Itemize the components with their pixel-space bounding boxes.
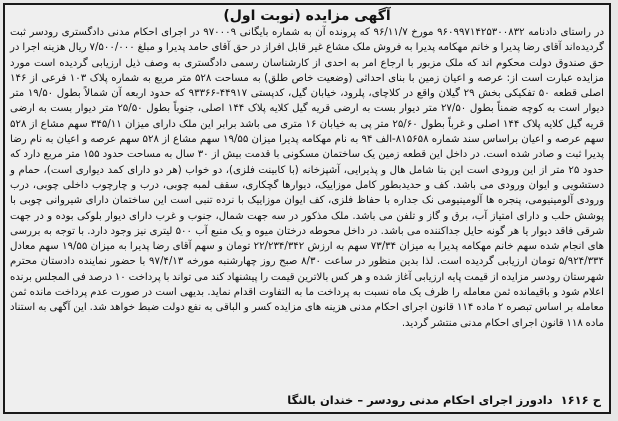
notice-title: آگهی مزایده (نوبت اول) — [223, 8, 391, 24]
reference-number: ح ۱۶۱۶ — [560, 393, 601, 407]
signature-line: دادورز اجرای احکام مدنی رودسر – خندان بالنگا — [287, 393, 553, 407]
auction-notice — [3, 3, 611, 414]
notice-footer — [11, 392, 601, 408]
notice-body: در راستای دادنامه ۹۶۰۹۹۷۱۴۲۵۳۰۰۸۳۲ مورخ ۹۶/۱۱/۷ که پرونده آن به شماره بایگانی ۹۷۰۰۰۹ در اجرای احکام مدنی دادگستری رودسر ثبت گردیده‌اند آقای رضا پدیرا و خانم مهکامه پدیرا به فروش ملک مشاع غیر قابل افراز در حق آقای حامد پدیرا و مبلغ ۷/۵۰۰/۰۰۰ ریال هزینه اجرا در حق صندوق دولت محکوم اند که ملک مزبور با ارجاع امر به احدی از کارشناسان رسمی دادگستری به وصف ذیل ارزیابی گردیده است مورد مزایده عبارت است از: عرصه و اعیان زمین با بنای احداثی (وضعیت خاص طلق) به مساحت ۵۲۸ متر مربع به شماره پلاک ۱۰۳ فرعی از ۱۴۶ اصلی قطعه ۵۰ تفکیکی بخش ۲۹ گیلان واقع در کلاچای، پلرود، خیابان گیل، کدپستی ۴۴۹۱۷-۹۳۳۶۶ که حدود اربعه آن شمالاً بطول ۱۹/۵۰ متر دیوار است به کوچه ضمناً بطول ۲۷/۵۰ متر دیوار بست به ارضی قریه گیل کلایه پلاک ۱۴۴ اصلی، جنوباً بطول ۲۵/۵۰ متر دیوار بست به ارضی قریه گیل کلایه پلاک ۱۴۴ اصلی و غرباً بطول ۲۵/۶۰ متر پی به خیابان ۱۶ متری می باشد برابر این ملک دارای میزان ۳۴۵/۱۱ سهم مشاع از ۵۲۸ سهم عرصه و اعیان براساس سند شماره ۸۱۵۶۵۸-الف ۹۴ به نام مهکامه پدیرا میزان ۱۹/۵۵ سهم مشاع از ۵۲۸ سهم عرصه و اعیان به نام رضا پدیرا ثبت و صادر شده است. در داخل این قطعه زمین یک ساختمان مسکونی با قدمت بیش از ۳۰ سال به مساحت حدود ۱۵۵ متر مربع دارد که حدود ۲۵ متر از این ورودی است این بنا شامل هال و پذیرایی، آشپزخانه (با کابینت فلزی)، دو خواب (هر دو دارای کمد دیواری است)، حمام و دستشویی و ایوان ورودی می باشد. کف و حدیدبطور کامل موزاییک، دیوارها گچکاری، سقف لمبه چوبی، درب و چارچوب داخلی چوبی، درب ورودی آلومینیومی، پنجره ها آلومینیومی نک جداره با حفاظ فلزی، کف ایوان موزاییک با نرده تنبی است این ساختمان دارای شیروانی چوبی با پوشش حلب و دارای امتیاز آب، برق و گاز و تلفن می باشد. ملک مذکور در سه جهت شمال، جنوب و غرب دارای دیوار بلوکی بوده و در جهت شرقی فاقد دیوار یا هر گونه حایل جداکننده می باشد. در داخل محوطه درختان میوه و یک منبع آب ۵۰۰ لیتری نیز وجود دارد. با توجه به بررسی های انجام شده سهم خانم مهکامه پدیرا به میزان ۷۳/۳۴ سهم به ارزش ۲۲/۲۳۴/۳۴۲ تومان و سهم آقای رضا پدیرا به میزان ۱۹/۵۵ سهم معادل ۵/۹۲۴/۳۳۴ تومان ارزیابی گردیده است. لذا بدین منظور در ساعت ۸/۳۰ صبح روز چهارشنبه مورخه ۹۷/۴/۱۳ با حضور نماینده دادستان محترم شهرستان رودسر مزایده از قیمت پایه ارزیابی آغاز شده و هر کس بالاترین قیمت را پیشنهاد کند می تواند با پرداخت ۱۰ درصد فی المجلس برنده اعلام شود و باقیمانده ثمن معامله را ظرف یک ماه نسبت به پرداخت ما به التفاوت اقدام نماید. بدیهی است در صورت عدم پرداخت مانده ثمن معامله بر اساس تبصره ۲ ماده ۱۱۴ قانون اجرای احکام مدنی هزینه های مزایده کسر و الباقی به نفع دولت ضبط خواهد شد. این آگهی به استناد ماده ۱۱۸ قانون اجرای احکام مدنی منتشر گردید. — [10, 27, 605, 329]
